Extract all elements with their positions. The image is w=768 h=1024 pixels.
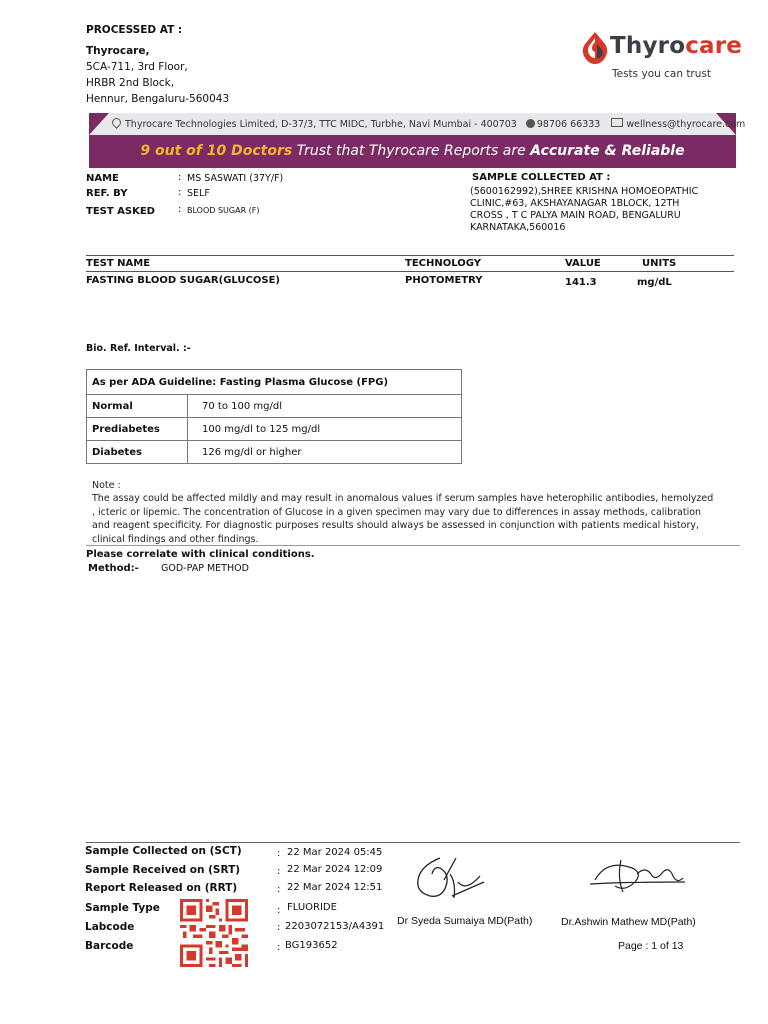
footer-label: Barcode <box>85 940 134 952</box>
table-row <box>87 395 462 418</box>
footer-value: 2203072153/A4391 <box>285 921 385 932</box>
note-block <box>92 479 717 546</box>
processed-at-title: PROCESSED AT : <box>86 24 183 36</box>
colon: : <box>178 172 182 183</box>
divider <box>86 842 740 843</box>
address-line: (5600162992),SHREE KRISHNA HOMOEOPATHIC <box>470 186 699 197</box>
banner-contact-line <box>112 118 745 130</box>
patient-name: MS SASWATI (37Y/F) <box>187 173 284 184</box>
col-header-test-name: TEST NAME <box>86 258 151 269</box>
method-label: Method:- <box>88 563 139 574</box>
table-cell: 126 mg/dl or higher <box>188 441 462 464</box>
processed-line: Thyrocare, <box>86 45 150 57</box>
footer-colon: : <box>277 905 281 916</box>
address-line: CROSS , T C PALYA MAIN ROAD, BENGALURU <box>470 210 681 221</box>
table-cell: Normal <box>87 395 188 418</box>
processed-line: Hennur, Bengaluru-560043 <box>86 93 230 105</box>
email-address: wellness@thyrocare.com <box>626 119 746 130</box>
processed-at-address <box>86 43 229 107</box>
note-text: The assay could be affected mildly and may result in anomalous values if serum samples have heterophilic antibodies, hemolyzed , icteric or lipemic. The concentration of Glucose in a given specimen may vary due to differences in assay methods, calibration and reagent specificity. For diagnostic purposes results should always be assessed in conjunction with patients medical history, clinical findings and other findings. <box>92 493 714 545</box>
col-header-units: UNITS <box>642 258 677 269</box>
logo-tagline: Tests you can trust <box>612 68 711 80</box>
footer-colon: : <box>277 942 281 953</box>
address-line: KARNATAKA,560016 <box>470 222 566 233</box>
footer-colon: : <box>277 866 281 877</box>
ref-by-label: REF. BY <box>86 188 128 199</box>
col-header-value: VALUE <box>565 258 601 269</box>
ref-interval-table <box>86 369 462 464</box>
sample-collected-at-title: SAMPLE COLLECTED AT : <box>472 172 611 183</box>
signer-one-name: Dr Syeda Sumaiya MD(Path) <box>397 915 533 927</box>
correlate-text: Please correlate with clinical conditions. <box>86 549 315 560</box>
divider <box>86 271 734 272</box>
footer-value: 22 Mar 2024 12:51 <box>287 882 383 893</box>
note-title: Note : <box>92 480 121 491</box>
phone-number: 98706 66333 <box>536 119 601 130</box>
page-number: Page : 1 of 13 <box>618 940 684 952</box>
result-test-name: FASTING BLOOD SUGAR(GLUCOSE) <box>86 275 280 286</box>
test-asked-value: BLOOD SUGAR (F) <box>187 206 260 215</box>
footer-colon: : <box>277 848 281 859</box>
name-label: NAME <box>86 173 119 184</box>
colon: : <box>178 204 182 215</box>
result-units: mg/dL <box>637 277 672 288</box>
ref-by-value: SELF <box>187 188 210 199</box>
footer-label: Report Released on (RRT) <box>85 882 238 894</box>
table-row <box>87 441 462 464</box>
signature-icon <box>585 852 690 897</box>
footer-label: Sample Received on (SRT) <box>85 864 241 876</box>
table-row <box>87 418 462 441</box>
footer-label: Sample Type <box>85 902 160 914</box>
address-line: CLINIC,#63, AKSHAYANAGAR 1BLOCK, 12TH <box>470 198 680 209</box>
qr-code-icon <box>180 898 248 968</box>
result-value: 141.3 <box>565 277 597 288</box>
ref-table-header: As per ADA Guideline: Fasting Plasma Glucose (FPG) <box>87 370 462 395</box>
table-cell: 70 to 100 mg/dl <box>188 395 462 418</box>
thyrocare-logo-icon <box>580 30 610 66</box>
footer-value: FLUORIDE <box>287 902 337 913</box>
col-header-technology: TECHNOLOGY <box>405 258 481 269</box>
banner-tagline: 9 out of 10 Doctors Trust that Thyrocare Reports are Accurate & Reliable <box>140 143 685 159</box>
location-pin-icon <box>110 116 123 129</box>
method-value: GOD-PAP METHOD <box>161 563 249 574</box>
table-cell: Prediabetes <box>87 418 188 441</box>
sample-collected-at-address <box>470 186 698 234</box>
company-address: Thyrocare Technologies Limited, D-37/3, TTC MIDC, Turbhe, Navi Mumbai - 400703 <box>125 119 517 130</box>
result-technology: PHOTOMETRY <box>405 275 483 286</box>
footer-label: Labcode <box>85 921 135 933</box>
footer-colon: : <box>277 884 281 895</box>
signature-icon <box>410 852 490 908</box>
test-asked-label: TEST ASKED <box>86 206 155 217</box>
table-cell: Diabetes <box>87 441 188 464</box>
footer-value: 22 Mar 2024 05:45 <box>287 847 383 858</box>
processed-line: HRBR 2nd Block, <box>86 77 175 89</box>
table-cell: 100 mg/dl to 125 mg/dl <box>188 418 462 441</box>
divider <box>86 255 734 256</box>
signer-two-name: Dr.Ashwin Mathew MD(Path) <box>561 916 696 928</box>
processed-line: 5CA-711, 3rd Floor, <box>86 61 188 73</box>
footer-label: Sample Collected on (SCT) <box>85 845 242 857</box>
footer-value: 22 Mar 2024 12:09 <box>287 864 383 875</box>
divider <box>86 545 740 546</box>
footer-value: BG193652 <box>285 940 338 951</box>
colon: : <box>178 187 182 198</box>
footer-colon: : <box>277 922 281 933</box>
whatsapp-icon <box>526 119 535 128</box>
ref-interval-title: Bio. Ref. Interval. :- <box>86 343 191 354</box>
mail-icon <box>611 118 623 127</box>
logo-wordmark: Thyrocare <box>610 33 743 59</box>
table-row <box>87 370 462 395</box>
